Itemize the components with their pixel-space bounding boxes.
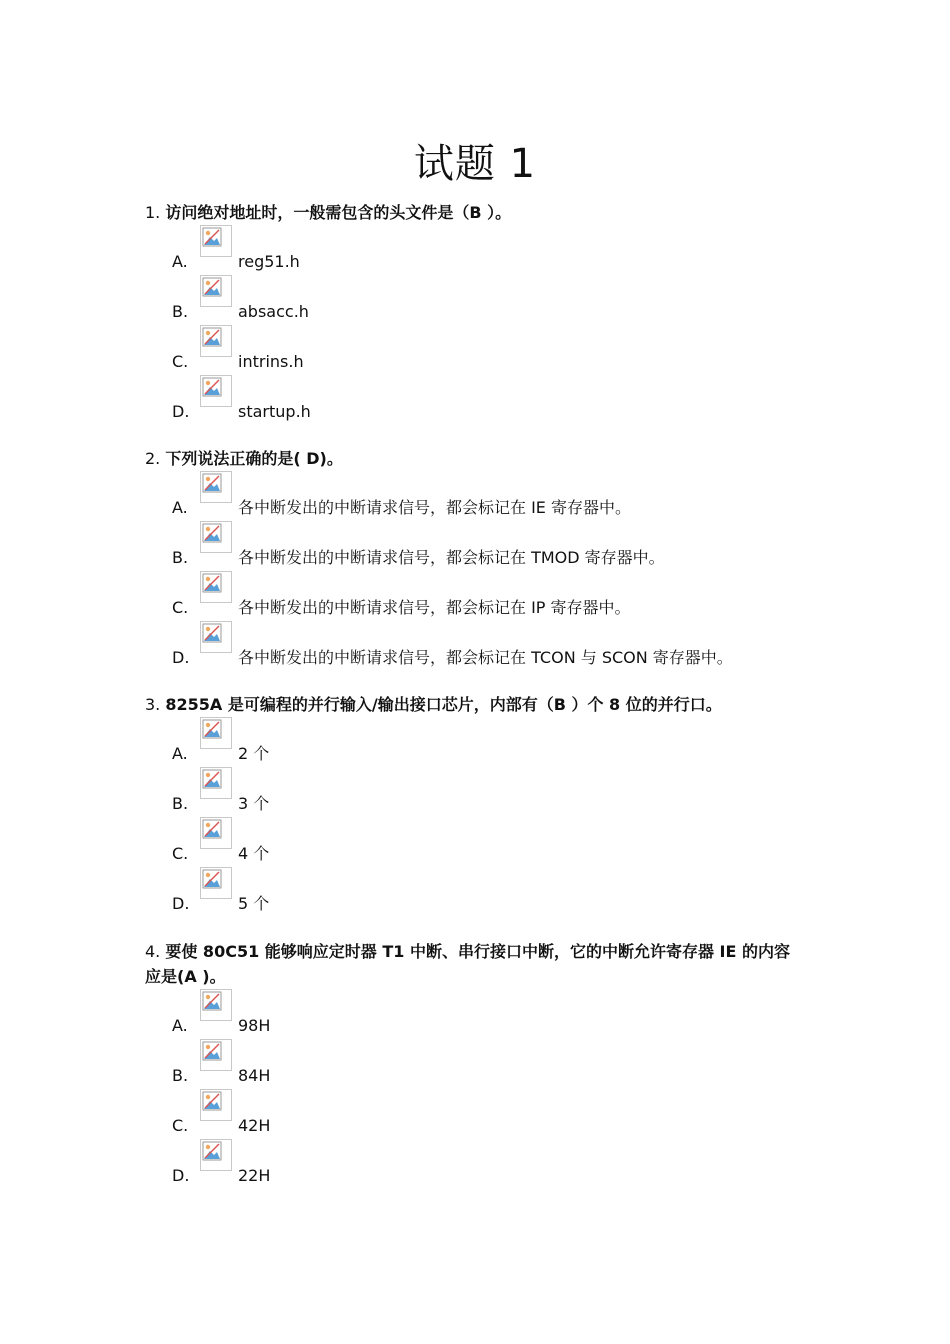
option-text: 各中断发出的中断请求信号，都会标记在 TMOD 寄存器中。 — [238, 548, 665, 567]
option-letter: D. — [172, 648, 190, 667]
broken-image-icon — [200, 989, 232, 1021]
option-letter: A. — [172, 744, 188, 763]
option-letter: B. — [172, 548, 189, 567]
option-text: 4 个 — [238, 844, 270, 863]
option-b[interactable] — [145, 521, 805, 571]
option-text: 2 个 — [238, 744, 270, 763]
option-d[interactable] — [145, 867, 805, 917]
option-d[interactable] — [145, 1139, 805, 1189]
broken-image-icon — [200, 1089, 232, 1121]
broken-image-glyph — [202, 1091, 222, 1111]
option-text: 5 个 — [238, 894, 270, 913]
option-text: startup.h — [238, 402, 311, 421]
page-title: 试题 1 — [413, 141, 537, 187]
question-text: 要使 80C51 能够响应定时器 T1 中断、串行接口中断，它的中断允许寄存器 IE 的内容应是(A )。 — [145, 942, 790, 986]
broken-image-glyph — [202, 623, 222, 643]
question-text: 8255A 是可编程的并行输入/输出接口芯片，内部有（B ）个 8 位的并行口。 — [165, 695, 722, 714]
option-letter: A. — [172, 498, 188, 517]
option-b[interactable] — [145, 275, 805, 325]
broken-image-icon — [200, 225, 232, 257]
option-c[interactable] — [145, 571, 805, 621]
option-text: 98H — [238, 1016, 271, 1035]
option-b[interactable] — [145, 1039, 805, 1089]
option-a[interactable] — [145, 225, 805, 275]
option-letter: A. — [172, 252, 188, 271]
option-letter: D. — [172, 1166, 190, 1185]
question-number: 4. — [145, 942, 161, 961]
option-d[interactable] — [145, 375, 805, 425]
option-text: 各中断发出的中断请求信号，都会标记在 IE 寄存器中。 — [238, 498, 632, 517]
option-letter: A. — [172, 1016, 188, 1035]
broken-image-glyph — [202, 473, 222, 493]
option-text: 3 个 — [238, 794, 270, 813]
question-number: 2. — [145, 449, 161, 468]
option-text: 22H — [238, 1166, 271, 1185]
option-letter: D. — [172, 894, 190, 913]
question-number: 3. — [145, 695, 161, 714]
question-stem — [145, 200, 805, 225]
option-letter: B. — [172, 794, 189, 813]
option-text: 42H — [238, 1116, 271, 1135]
option-a[interactable] — [145, 989, 805, 1039]
broken-image-icon — [200, 325, 232, 357]
option-letter: D. — [172, 402, 190, 421]
broken-image-glyph — [202, 573, 222, 593]
question-3 — [145, 692, 805, 917]
option-text: intrins.h — [238, 352, 304, 371]
broken-image-icon — [200, 375, 232, 407]
option-letter: C. — [172, 352, 189, 371]
broken-image-icon — [200, 471, 232, 503]
broken-image-glyph — [202, 869, 222, 889]
option-text: 各中断发出的中断请求信号，都会标记在 TCON 与 SCON 寄存器中。 — [238, 648, 733, 667]
broken-image-icon — [200, 1139, 232, 1171]
broken-image-glyph — [202, 819, 222, 839]
option-b[interactable] — [145, 767, 805, 817]
broken-image-glyph — [202, 523, 222, 543]
broken-image-glyph — [202, 327, 222, 347]
question-number: 1. — [145, 203, 161, 222]
option-letter: C. — [172, 1116, 189, 1135]
question-2 — [145, 446, 805, 671]
question-stem — [145, 939, 805, 989]
question-stem — [145, 692, 805, 717]
broken-image-icon — [200, 571, 232, 603]
option-letter: B. — [172, 1066, 189, 1085]
question-stem — [145, 446, 805, 471]
broken-image-icon — [200, 521, 232, 553]
option-letter: B. — [172, 302, 189, 321]
option-c[interactable] — [145, 817, 805, 867]
broken-image-icon — [200, 867, 232, 899]
broken-image-icon — [200, 817, 232, 849]
option-a[interactable] — [145, 471, 805, 521]
option-c[interactable] — [145, 325, 805, 375]
broken-image-icon — [200, 275, 232, 307]
question-4 — [145, 939, 805, 1189]
option-d[interactable] — [145, 621, 805, 671]
option-text: absacc.h — [238, 302, 309, 321]
broken-image-glyph — [202, 1041, 222, 1061]
option-text: 各中断发出的中断请求信号，都会标记在 IP 寄存器中。 — [238, 598, 631, 617]
question-text: 下列说法正确的是( D)。 — [165, 449, 343, 468]
broken-image-glyph — [202, 277, 222, 297]
broken-image-glyph — [202, 991, 222, 1011]
broken-image-glyph — [202, 769, 222, 789]
question-text: 访问绝对地址时，一般需包含的头文件是（B ）。 — [165, 203, 512, 222]
broken-image-icon — [200, 717, 232, 749]
option-text: reg51.h — [238, 252, 300, 271]
option-letter: C. — [172, 598, 189, 617]
broken-image-glyph — [202, 377, 222, 397]
option-text: 84H — [238, 1066, 271, 1085]
broken-image-icon — [200, 767, 232, 799]
question-1 — [145, 200, 805, 425]
broken-image-icon — [200, 621, 232, 653]
broken-image-glyph — [202, 227, 222, 247]
option-letter: C. — [172, 844, 189, 863]
broken-image-icon — [200, 1039, 232, 1071]
broken-image-glyph — [202, 719, 222, 739]
option-a[interactable] — [145, 717, 805, 767]
option-c[interactable] — [145, 1089, 805, 1139]
broken-image-glyph — [202, 1141, 222, 1161]
